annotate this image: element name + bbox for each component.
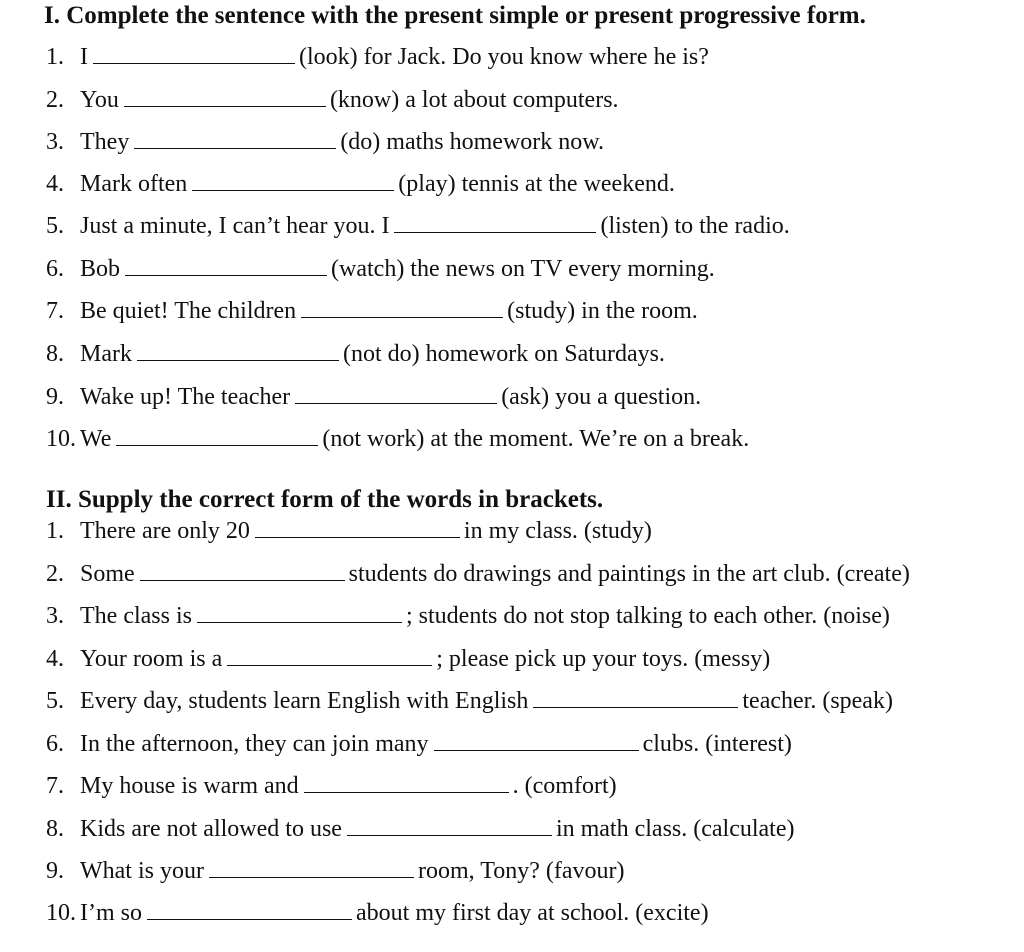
answer-blank[interactable] [134,127,336,149]
item-number: 9. [46,384,64,410]
item-text-before: Wake up! The teacher [80,384,291,410]
item-text-after: (know) a lot about computers. [329,87,619,113]
item-text-before: Mark often [80,171,188,197]
item-text-after: students do drawings and paintings in the art club. (create) [348,561,910,587]
exercise-1-item-1 [46,42,709,72]
item-text-after: (listen) to the radio. [600,213,790,239]
item-number: 1. [46,44,64,70]
item-text-after: . (comfort) [512,773,617,799]
item-number: 8. [46,341,64,367]
item-text-before: You [80,87,119,113]
item-text-before: There are only 20 [80,518,250,544]
item-number: 2. [46,561,64,587]
item-number: 2. [46,87,64,113]
exercise-1-item-4 [46,169,675,199]
item-text-after: (not work) at the moment. We’re on a break. [322,426,750,452]
answer-blank[interactable] [209,856,414,878]
item-number: 6. [46,256,64,282]
exercise-1-item-7 [46,296,698,326]
answer-blank[interactable] [140,559,345,581]
exercise-2-item-5 [46,686,893,716]
item-text-after: teacher. (speak) [742,688,893,714]
answer-blank[interactable] [295,382,497,404]
item-text-after: about my first day at school. (excite) [356,900,709,926]
answer-blank[interactable] [116,424,318,446]
item-text-before: Every day, students learn English with English [80,688,529,714]
exercise-1-item-8 [46,339,665,369]
exercise-1-item-3 [46,127,604,157]
answer-blank[interactable] [197,601,402,623]
item-text-before: Be quiet! The children [80,298,297,324]
item-text-before: They [80,129,130,155]
answer-blank[interactable] [434,729,639,751]
answer-blank[interactable] [137,339,339,361]
answer-blank[interactable] [227,644,432,666]
exercise-2-title: II. Supply the correct form of the words in brackets. [46,486,604,513]
exercise-1-item-6 [46,254,715,284]
item-text-before: Just a minute, I can’t hear you. I [80,213,390,239]
exercise-2-item-10 [46,898,709,928]
item-text-after: ; students do not stop talking to each other. (noise) [405,603,890,629]
item-number: 5. [46,213,64,239]
exercise-2-item-3 [46,601,890,631]
item-text-before: Some [80,561,135,587]
item-text-before: What is your [80,858,204,884]
exercise-2-item-7 [46,771,617,801]
answer-blank[interactable] [124,85,326,107]
exercise-1-item-10 [46,424,749,454]
exercise-2-item-6 [46,729,792,759]
item-text-after: (do) maths homework now. [340,129,605,155]
item-text-before: I [80,44,88,70]
item-text-after: (look) for Jack. Do you know where he is? [299,44,709,70]
item-text-after: (not do) homework on Saturdays. [342,341,665,367]
item-text-after: ; please pick up your toys. (messy) [436,646,771,672]
item-text-before: I’m so [80,900,142,926]
exercise-1-item-5 [46,211,790,241]
item-text-before: In the afternoon, they can join many [80,731,429,757]
item-number: 10. [46,900,76,926]
item-text-after: clubs. (interest) [642,731,792,757]
answer-blank[interactable] [192,169,394,191]
item-number: 5. [46,688,64,714]
item-text-after: (watch) the news on TV every morning. [331,256,715,282]
item-text-after: (study) in the room. [507,298,698,324]
item-number: 6. [46,731,64,757]
exercise-2-item-9 [46,856,624,886]
answer-blank[interactable] [301,296,503,318]
answer-blank[interactable] [147,898,352,920]
item-number: 8. [46,816,64,842]
item-number: 1. [46,518,64,544]
answer-blank[interactable] [347,814,552,836]
item-text-after: (ask) you a question. [501,384,702,410]
answer-blank[interactable] [93,42,295,64]
item-number: 3. [46,129,64,155]
item-text-before: Your room is a [80,646,223,672]
item-text-before: The class is [80,603,192,629]
item-number: 4. [46,171,64,197]
item-number: 10. [46,426,76,452]
item-text-before: Kids are not allowed to use [80,816,342,842]
item-number: 7. [46,298,64,324]
item-number: 4. [46,646,64,672]
answer-blank[interactable] [304,771,509,793]
item-text-after: in math class. (calculate) [555,816,795,842]
item-text-after: room, Tony? (favour) [417,858,625,884]
item-number: 3. [46,603,64,629]
exercise-2-item-2 [46,559,910,589]
answer-blank[interactable] [255,516,460,538]
answer-blank[interactable] [125,254,327,276]
exercise-1-title: I. Complete the sentence with the present simple or present progressive form. [44,2,866,29]
item-number: 7. [46,773,64,799]
exercise-2-item-8 [46,814,795,844]
exercise-2-item-4 [46,644,770,674]
item-text-before: We [80,426,112,452]
answer-blank[interactable] [394,211,596,233]
answer-blank[interactable] [533,686,738,708]
item-text-after: in my class. (study) [463,518,652,544]
exercise-1-item-9 [46,382,701,412]
item-text-before: My house is warm and [80,773,299,799]
item-text-after: (play) tennis at the weekend. [398,171,675,197]
exercise-2-item-1 [46,516,652,546]
item-text-before: Mark [80,341,132,367]
item-text-before: Bob [80,256,121,282]
exercise-1-item-2 [46,85,619,115]
item-number: 9. [46,858,64,884]
